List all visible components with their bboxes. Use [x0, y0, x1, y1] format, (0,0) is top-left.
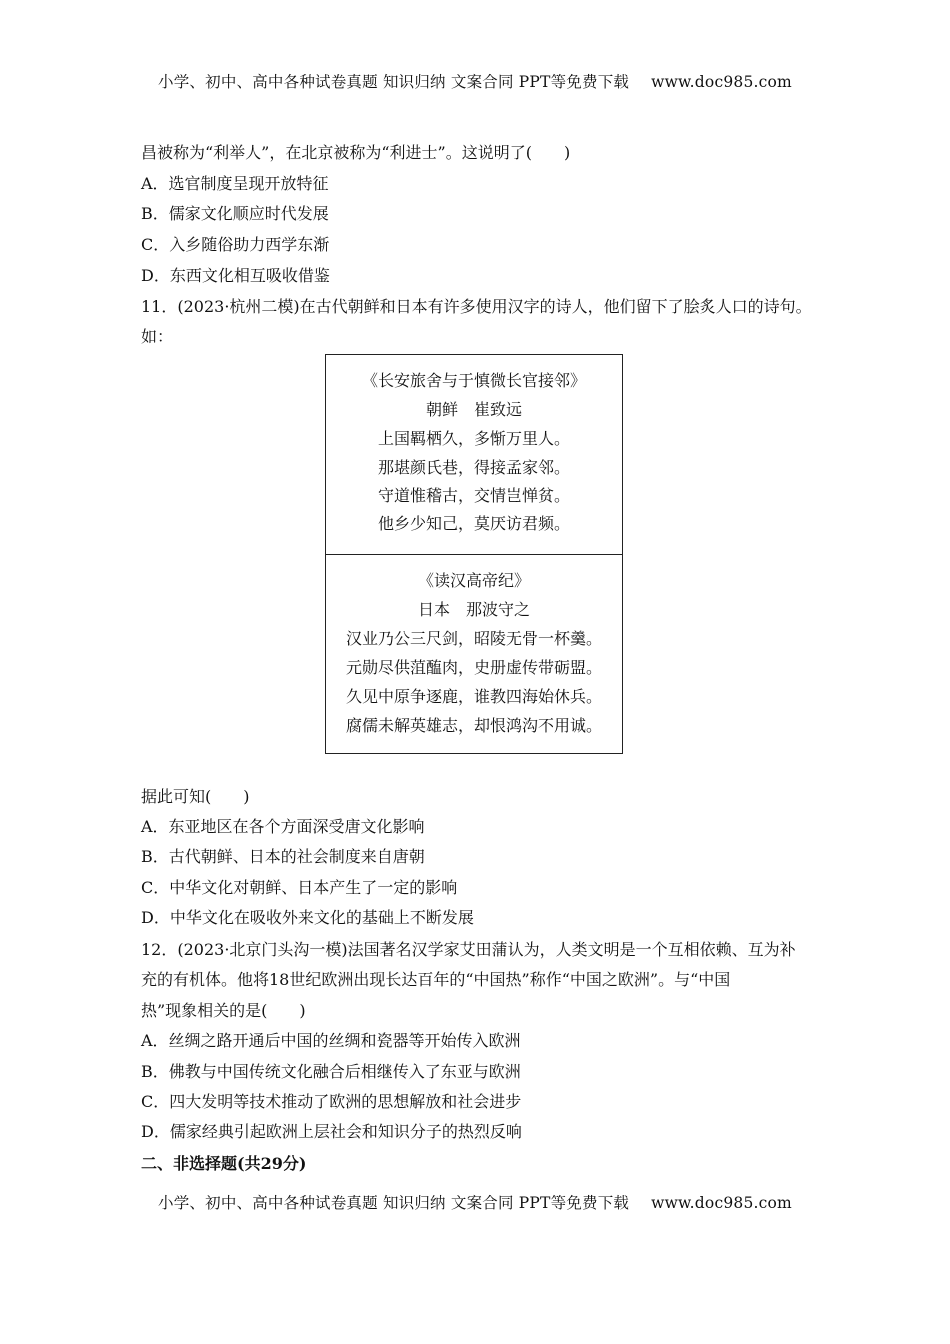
poem-divider: [326, 554, 622, 555]
q10-option-a: A．选官制度呈现开放特征: [141, 174, 329, 193]
q11-option-d: D．中华文化在吸收外来文化的基础上不断发展: [141, 908, 474, 927]
poem2-title: 《读汉高帝纪》: [417, 571, 530, 590]
q11-option-c: C．中华文化对朝鲜、日本产生了一定的影响: [141, 878, 458, 897]
poem2-author: 日本 那波守之: [417, 600, 530, 619]
page-footer: [0, 1191, 950, 1213]
poem2-line: 腐儒未解英雄志，却恨鸿沟不用诚。: [345, 716, 602, 735]
header-site-link[interactable]: www.doc985.com: [651, 73, 792, 91]
q11-stem-line2: 如：: [141, 327, 174, 346]
poem2-line: 汉业乃公三尺剑，昭陵无骨一杯羹。: [345, 629, 602, 648]
footer-site-link[interactable]: www.doc985.com: [651, 1194, 792, 1212]
q12-stem-line1: 12．(2023·北京门头沟一模)法国著名汉学家艾田蒲认为，人类文明是一个互相依赖、互为补: [141, 940, 796, 959]
q11-option-b: B．古代朝鲜、日本的社会制度来自唐朝: [141, 847, 425, 866]
q11-stem-line1: 11．(2023·杭州二模)在古代朝鲜和日本有许多使用汉字的诗人，他们留下了脍炙人口的诗句。: [141, 297, 812, 316]
poem2-line: 元勋尽供菹醢肉，史册虚传带砺盟。: [345, 658, 602, 677]
header-text: 小学、初中、高中各种试卷真题 知识归纳 文案合同 PPT等免费下载: [158, 73, 630, 91]
q12-stem-line3: 热”现象相关的是( ): [141, 1001, 306, 1020]
q10-option-c: C．入乡随俗助力西学东渐: [141, 235, 330, 254]
footer-text: 小学、初中、高中各种试卷真题 知识归纳 文案合同 PPT等免费下载: [158, 1194, 630, 1212]
q12-stem-line2: 充的有机体。他将18世纪欧洲出现长达百年的“中国热”称作“中国之欧洲”。与“中国: [141, 970, 731, 989]
q12-option-b: B．佛教与中国传统文化融合后相继传入了东亚与欧洲: [141, 1062, 521, 1081]
q12-option-a: A．丝绸之路开通后中国的丝绸和瓷器等开始传入欧洲: [141, 1031, 521, 1050]
q10-option-b: B．儒家文化顺应时代发展: [141, 204, 329, 223]
q12-option-c: C．四大发明等技术推动了欧洲的思想解放和社会进步: [141, 1092, 522, 1111]
poem1-author: 朝鲜 崔致远: [425, 400, 522, 419]
poem2-line: 久见中原争逐鹿，谁教四海始休兵。: [345, 687, 602, 706]
q10-option-d: D．东西文化相互吸收借鉴: [141, 266, 330, 285]
poem-table: [325, 354, 623, 754]
poem1-line: 上国羁栖久，多惭万里人。: [377, 429, 570, 448]
q12-option-d: D．儒家经典引起欧洲上层社会和知识分子的热烈反响: [141, 1122, 522, 1141]
q10-stem: 昌被称为“利举人”，在北京被称为“利进士”。这说明了( ): [141, 143, 571, 162]
poem1-line: 他乡少知己，莫厌访君频。: [377, 514, 570, 533]
poem1-title: 《长安旅舍与于慎微长官接邻》: [361, 371, 586, 390]
q11-prompt: 据此可知( ): [141, 787, 250, 806]
page-header: [0, 70, 950, 92]
poem1-line: 那堪颜氏巷，得接孟家邻。: [377, 458, 570, 477]
poem1-line: 守道惟稽古，交情岂惮贫。: [377, 486, 570, 505]
section-title: 二、非选择题(共29分): [141, 1154, 307, 1173]
q11-option-a: A．东亚地区在各个方面深受唐文化影响: [141, 817, 425, 836]
